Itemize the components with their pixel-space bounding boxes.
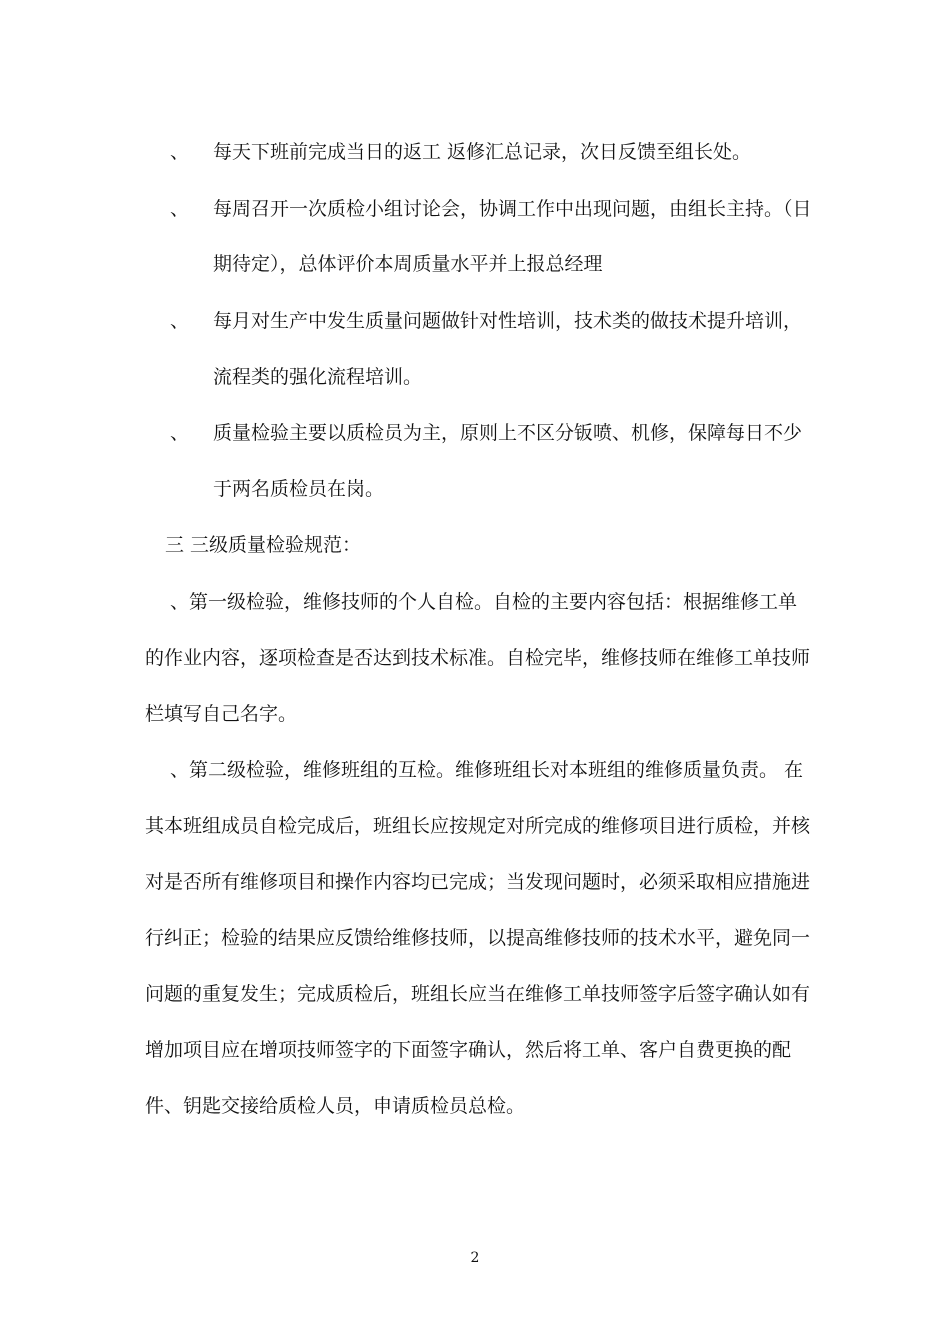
bullet-mark: 、 xyxy=(170,198,190,220)
page-number: 2 xyxy=(470,1250,480,1266)
paragraph-line: 的作业内容，逐项检查是否达到技术标准。自检完毕，维修技师在维修工单技师 xyxy=(145,647,811,669)
bullet-mark: 、 xyxy=(170,141,190,163)
list-item-text: 期待定），总体评价本周质量水平并上报总经理 xyxy=(213,253,603,275)
paragraph-line: 问题的重复发生；完成质检后，班组长应当在维修工单技师签字后签字确认如有 xyxy=(145,983,811,1005)
paragraph-line: 件、钥匙交接给质检人员，申请质检员总检。 xyxy=(145,1095,526,1117)
list-item-text: 每周召开一次质检小组讨论会，协调工作中出现问题，由组长主持。（日 xyxy=(213,198,812,220)
list-item-text: 每天下班前完成当日的返工 返修汇总记录，次日反馈至组长处。 xyxy=(213,141,752,163)
list-item-text: 于两名质检员在岗。 xyxy=(213,478,385,500)
list-item-text: 质量检验主要以质检员为主，原则上不区分钣喷、机修，保障每日不少 xyxy=(213,422,803,444)
bullet-mark: 、 xyxy=(170,310,190,332)
section-heading: 三 三级质量检验规范： xyxy=(165,534,362,556)
paragraph-line: 增加项目应在增项技师签字的下面签字确认，然后将工单、客户自费更换的配 xyxy=(145,1039,792,1061)
paragraph-line: 、第一级检验，维修技师的个人自检。自检的主要内容包括：根据维修工单 xyxy=(170,591,798,613)
paragraph-line: 、第二级检验，维修班组的互检。维修班组长对本班组的维修质量负责。 在 xyxy=(170,759,804,781)
paragraph-line: 栏填写自己名字。 xyxy=(145,703,298,725)
paragraph-line: 行纠正；检验的结果应反馈给维修技师，以提高维修技师的技术水平，避免同一 xyxy=(145,927,811,949)
bullet-mark: 、 xyxy=(170,422,190,444)
list-item-text: 每月对生产中发生质量问题做针对性培训，技术类的做技术提升培训， xyxy=(213,310,803,332)
paragraph-line: 其本班组成员自检完成后，班组长应按规定对所完成的维修项目进行质检，并核 xyxy=(145,815,811,837)
paragraph-line: 对是否所有维修项目和操作内容均已完成；当发现问题时，必须采取相应措施进 xyxy=(145,871,811,893)
list-item-text: 流程类的强化流程培训。 xyxy=(213,366,423,388)
